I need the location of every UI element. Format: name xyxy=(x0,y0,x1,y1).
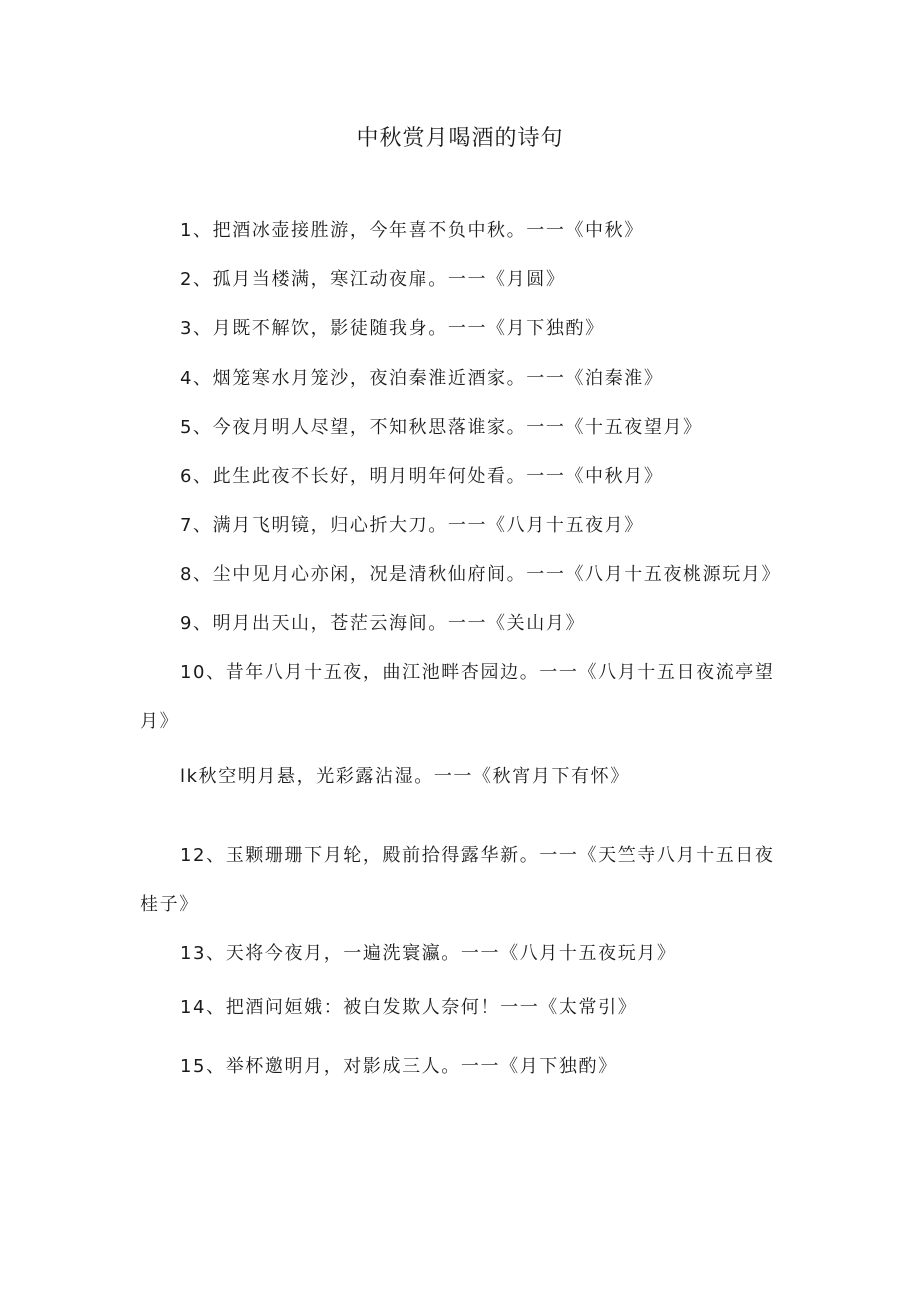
poem-line-1: 1、把酒冰壶接胜游，今年喜不负中秋。一一《中秋》 xyxy=(180,220,644,241)
poem-line-12: 12、玉颗珊珊下月轮，殿前拾得露华新。一一《天竺寺八月十五日夜 xyxy=(180,845,775,866)
poem-line-5: 5、今夜月明人尽望，不知秋思落谁家。一一《十五夜望月》 xyxy=(180,417,703,438)
poem-line-13: 13、天将今夜月，一遍洗寰瀛。一一《八月十五夜玩月》 xyxy=(180,943,677,964)
poem-line-15: 15、举杯邀明月，对影成三人。一一《月下独酌》 xyxy=(180,1056,618,1077)
poem-line-9: 9、明月出天山，苍茫云海间。一一《关山月》 xyxy=(180,613,586,634)
poem-line-14: 14、把酒问姮娥：被白发欺人奈何！一一《太常引》 xyxy=(180,997,638,1018)
poem-line-10-continued: 月》 xyxy=(140,711,180,732)
poem-line-11: lk秋空明月悬，光彩露沾湿。一一《秋宵月下有怀》 xyxy=(180,766,630,787)
poem-line-2: 2、孤月当楼满，寒江动夜扉。一一《月圆》 xyxy=(180,269,566,290)
poem-line-7: 7、满月飞明镜，归心折大刀。一一《八月十五夜月》 xyxy=(180,515,644,536)
poem-line-4: 4、烟笼寒水月笼沙，夜泊秦淮近酒家。一一《泊秦淮》 xyxy=(180,368,664,389)
poem-line-6: 6、此生此夜不长好，明月明年何处看。一一《中秋月》 xyxy=(180,466,664,487)
poem-line-12-continued: 桂子》 xyxy=(140,894,199,915)
page-title: 中秋赏月喝酒的诗句 xyxy=(356,126,564,151)
poem-line-10: 10、昔年八月十五夜，曲江池畔杏园边。一一《八月十五日夜流亭望 xyxy=(180,662,775,683)
poem-line-3: 3、月既不解饮，影徒随我身。一一《月下独酌》 xyxy=(180,318,605,339)
poem-line-8: 8、尘中见月心亦闲，况是清秋仙府间。一一《八月十五夜桃源玩月》 xyxy=(180,564,782,585)
